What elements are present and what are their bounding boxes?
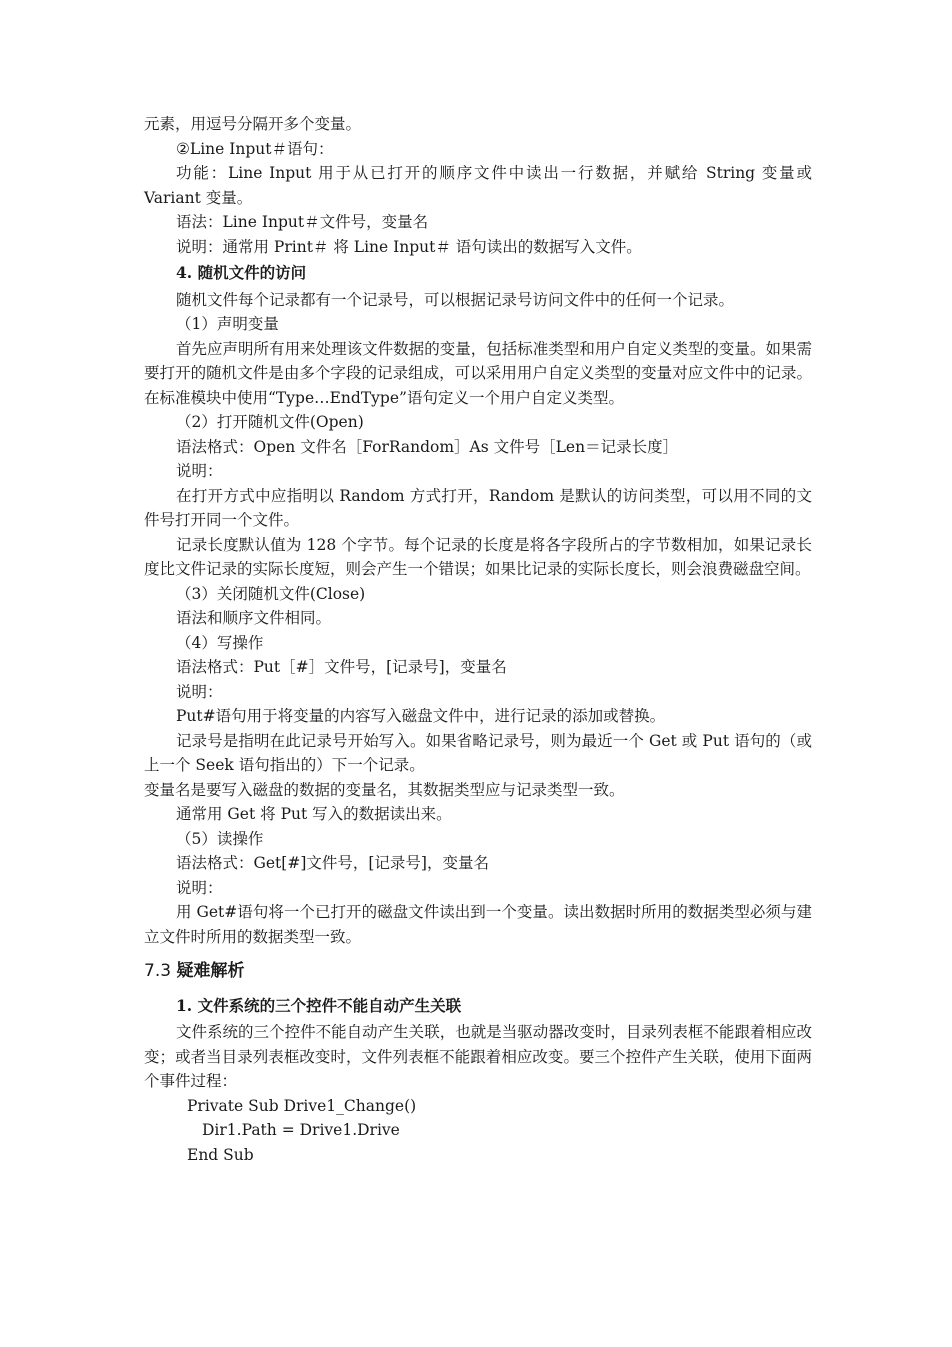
subheading: （3）关闭随机文件(Close) — [176, 584, 366, 603]
paragraph: 说明：通常用 Print＃ 将 Line Input＃ 语句读出的数据写入文件。 — [176, 237, 642, 256]
paragraph: 通常用 Get 将 Put 写入的数据读出来。 — [176, 805, 452, 823]
paragraph: ②Line Input＃语句： — [176, 139, 334, 158]
paragraph: 功能：Line Input 用于从已打开的顺序文件中读出一行数据，并赋给 String 变量或 Variant 变量。 — [144, 164, 812, 207]
paragraph: 随机文件每个记录都有一个记录号，可以根据记录号访问文件中的任何一个记录。 — [176, 290, 735, 309]
code-line: End Sub — [187, 1145, 254, 1164]
code-line: Private Sub Drive1_Change() — [187, 1096, 417, 1115]
paragraph: 说明： — [176, 682, 223, 701]
subheading: （2）打开随机文件(Open) — [176, 413, 364, 431]
section-heading: 4. 随机文件的访问 — [176, 263, 307, 282]
paragraph: 说明： — [176, 878, 223, 897]
paragraph: 在打开方式中应指明以 Random 方式打开，Random 是默认的访问类型，可以用不同的文件号打开同一个文件。 — [144, 486, 812, 529]
paragraph: Put#语句用于将变量的内容写入磁盘文件中，进行记录的添加或替换。 — [176, 707, 666, 725]
section-title: 疑难解析 — [176, 961, 245, 981]
code-line: Dir1.Path = Drive1.Drive — [202, 1121, 400, 1139]
section-heading: 1. 文件系统的三个控件不能自动产生关联 — [176, 995, 462, 1015]
paragraph: 元素，用逗号分隔开多个变量。 — [144, 115, 362, 133]
paragraph: 语法：Line Input＃文件号，变量名 — [176, 213, 429, 231]
paragraph: 变量名是要写入磁盘的数据的变量名，其数据类型应与记录类型一致。 — [144, 780, 625, 799]
paragraph: 首先应声明所有用来处理该文件数据的变量，包括标准类型和用户自定义类型的变量。如果需要打开的随机文件是由多个字段的记录组成，可以采用用户自定义类型的变量对应文件中的记录。在标准模块中使用“Type…EndType”语句定义一个用户自定义类型。 — [144, 339, 812, 407]
paragraph: 记录长度默认值为 128 个字节。每个记录的长度是将各字段所占的字节数相加，如果记录长度比文件记录的实际长度短，则会产生一个错误；如果比记录的实际长度长，则会浪费磁盘空间。 — [144, 535, 812, 578]
subheading: （1）声明变量 — [176, 315, 279, 333]
document-page — [144, 112, 812, 1167]
paragraph: 语法格式：Get[#]文件号，[记录号]，变量名 — [176, 854, 489, 872]
paragraph: 文件系统的三个控件不能自动产生关联，也就是当驱动器改变时，目录列表框不能跟着相应改变；或者当目录列表框改变时，文件列表框不能跟着相应改变。要三个控件产生关联，使用下面两个事件过程： — [144, 1023, 812, 1090]
paragraph: 语法格式：Put［#］文件号，[记录号]，变量名 — [176, 658, 507, 676]
chapter-section-heading — [144, 959, 812, 984]
section-number: 7.3 — [144, 961, 172, 981]
subheading: （5）读操作 — [176, 829, 264, 848]
subheading: （4）写操作 — [176, 633, 264, 652]
paragraph: 说明： — [176, 462, 223, 480]
paragraph: 用 Get#语句将一个已打开的磁盘文件读出到一个变量。读出数据时所用的数据类型必须与建立文件时所用的数据类型一致。 — [144, 903, 812, 946]
paragraph: 语法和顺序文件相同。 — [176, 609, 332, 627]
paragraph: 记录号是指明在此记录号开始写入。如果省略记录号，则为最近一个 Get 或 Put 语句的（或上一个 Seek 语句指出的）下一个记录。 — [144, 731, 812, 774]
paragraph: 语法格式：Open 文件名［ForRandom］As 文件号［Len＝记录长度］ — [176, 437, 679, 456]
